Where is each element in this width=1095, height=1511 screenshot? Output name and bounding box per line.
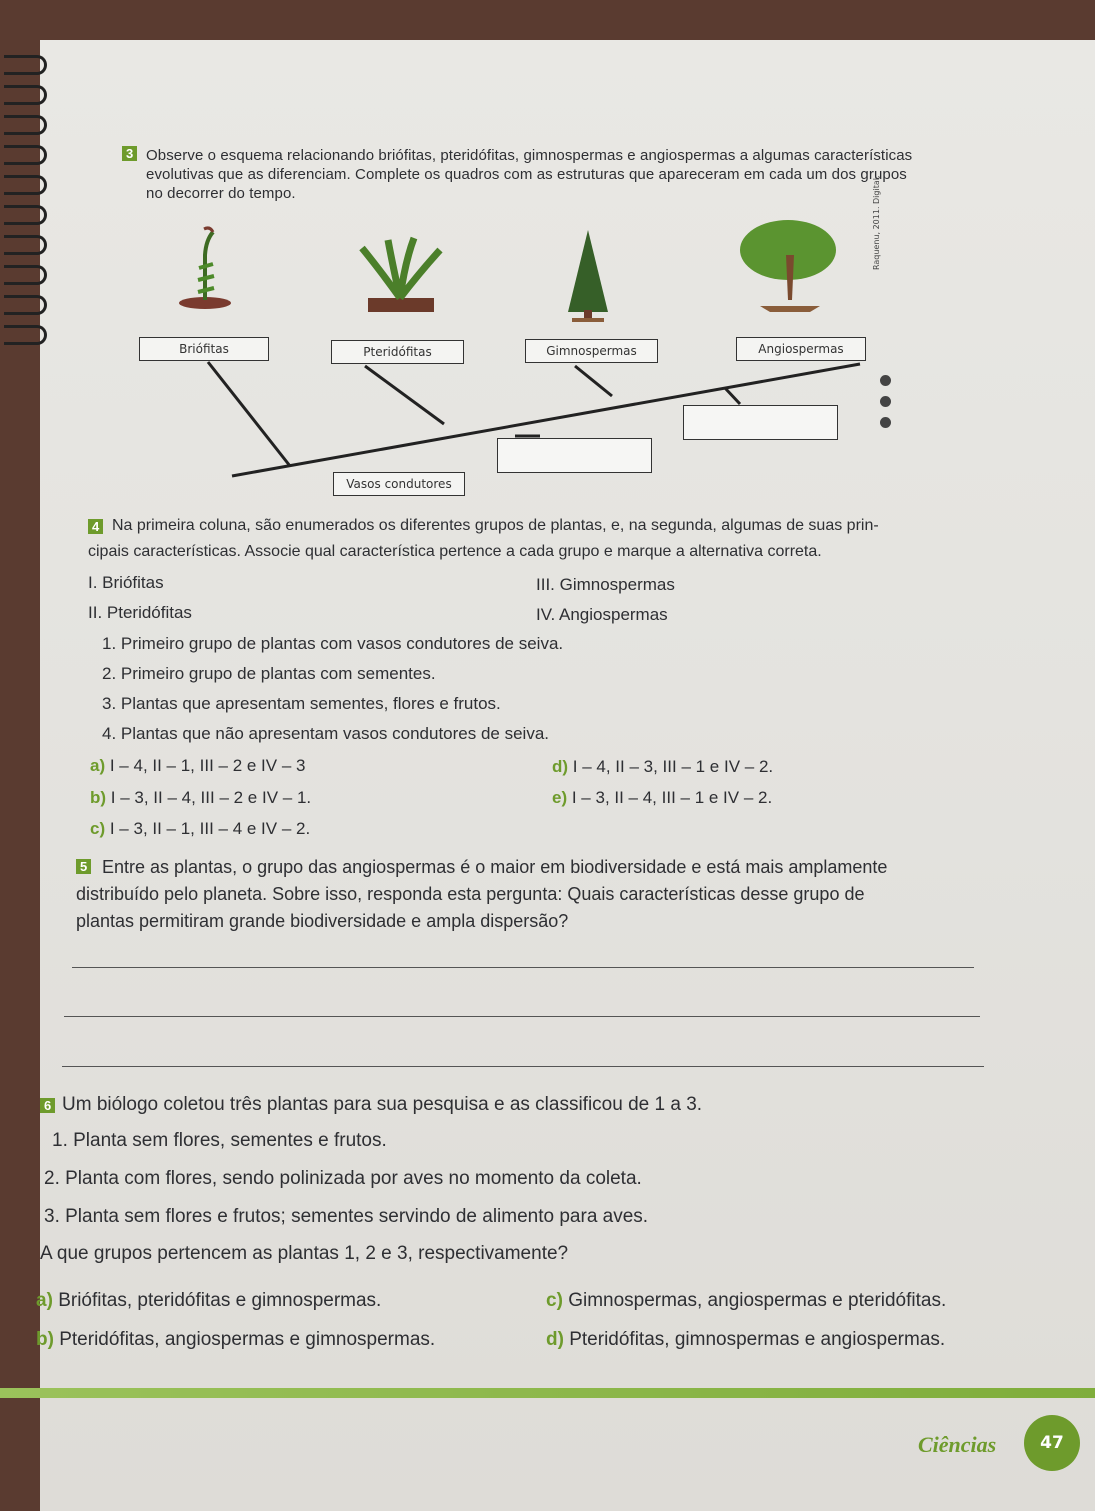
q4-option-d[interactable] (552, 757, 773, 777)
q4-statement-line2: cipais características. Associe qual característica pertence a cada grupo e marque a alternativa correta. (88, 543, 822, 560)
q4-group-4: IV. Angiospermas (536, 605, 668, 624)
q4-number-badge: 4 (88, 519, 103, 534)
q4-option-c-text: I – 3, II – 1, III – 4 e IV – 2. (109, 819, 311, 838)
q6-option-b-letter: b) (36, 1329, 54, 1350)
q5-answer-line-2[interactable] (64, 1016, 980, 1017)
q6-option-c[interactable] (546, 1290, 946, 1312)
q4-option-a[interactable] (90, 756, 305, 776)
q4-option-c[interactable] (90, 819, 310, 839)
label-pteridofitas: Pteridófitas (331, 340, 464, 364)
footer-band (0, 1388, 1095, 1398)
q4-group-3: III. Gimnospermas (536, 575, 675, 594)
q6-option-a[interactable] (36, 1290, 381, 1312)
q6-option-c-text: Gimnospermas, angiospermas e pteridófitas. (568, 1290, 947, 1311)
q3-number-badge: 3 (122, 146, 137, 161)
q6-option-a-letter: a) (36, 1290, 53, 1311)
q4-statement-line1: Na primeira coluna, são enumerados os diferentes grupos de plantas, e, na segunda, algumas de suas prin- (112, 517, 879, 534)
q5-statement-line3: plantas permitiram grande biodiversidade e ampla dispersão? (76, 911, 569, 931)
q6-option-d-text: Pteridófitas, gimnospermas e angiospermas. (569, 1329, 946, 1350)
q6-option-b-text: Pteridófitas, angiospermas e gimnospermas. (59, 1329, 436, 1350)
q5-statement-line1: Entre as plantas, o grupo das angiospermas é o maior em biodiversidade e está mais amplamente (102, 857, 888, 877)
q4-option-a-letter: a) (90, 756, 106, 775)
q6-option-b[interactable] (36, 1329, 435, 1351)
q5-statement-line2: distribuído pelo planeta. Sobre isso, responda esta pergunta: Quais características desse grupo de (76, 884, 865, 904)
label-angiospermas: Angiospermas (736, 337, 866, 361)
label-gimnospermas: Gimnospermas (525, 339, 658, 363)
q4-group-1: I. Briófitas (88, 573, 164, 592)
q4-feature-1: 1. Primeiro grupo de plantas com vasos condutores de seiva. (102, 634, 564, 653)
q5-answer-line-1[interactable] (72, 967, 974, 968)
q3-statement: Observe o esquema relacionando briófitas, pteridófitas, gimnospermas e angiospermas a algumas características evolutivas que as diferenciam. Complete os quadros com as estruturas que apareceram em cada um dos grupos no decorrer do tempo. (146, 147, 913, 202)
q4-option-b[interactable] (90, 788, 311, 808)
label-vasos-condutores: Vasos condutores (333, 472, 465, 496)
q6-item-2: 2. Planta com flores, sendo polinizada por aves no momento da coleta. (44, 1168, 642, 1189)
label-briofitas: Briófitas (139, 337, 269, 361)
footer-subject: Ciências (918, 1432, 997, 1457)
q4-feature-4: 4. Plantas que não apresentam vasos condutores de seiva. (102, 724, 550, 743)
q6-item-3: 3. Planta sem flores e frutos; sementes servindo de alimento para aves. (44, 1206, 649, 1227)
q4-feature-3: 3. Plantas que apresentam sementes, flores e frutos. (102, 694, 501, 713)
q4-option-c-letter: c) (90, 819, 106, 838)
q4-option-d-text: I – 4, II – 3, III – 1 e IV – 2. (572, 757, 774, 776)
q5-number-badge: 5 (76, 859, 91, 874)
copyright-icons (880, 375, 892, 428)
q4-option-d-letter: d) (552, 757, 569, 776)
q4-group-2: II. Pteridófitas (88, 603, 192, 622)
answer-box-seeds[interactable] (497, 438, 652, 473)
answer-box-flowers[interactable] (683, 405, 838, 440)
q6-option-d[interactable] (546, 1329, 945, 1351)
q5-answer-line-3[interactable] (62, 1066, 984, 1067)
q4-option-e-letter: e) (552, 788, 568, 807)
q4-option-e-text: I – 3, II – 4, III – 1 e IV – 2. (571, 788, 773, 807)
q4-option-b-text: I – 3, II – 4, III – 2 e IV – 1. (110, 788, 312, 807)
q4-feature-2: 2. Primeiro grupo de plantas com sementes. (102, 664, 436, 683)
q4-option-e[interactable] (552, 788, 772, 808)
q6-option-a-text: Briófitas, pteridófitas e gimnospermas. (58, 1290, 382, 1311)
page-number: 47 (1024, 1415, 1080, 1471)
q4-option-a-text: I – 4, II – 1, III – 2 e IV – 3 (109, 756, 306, 775)
q6-option-c-letter: c) (546, 1290, 563, 1311)
image-credit: Raquenu, 2011. Digital. (872, 175, 881, 270)
q6-number-badge: 6 (40, 1098, 55, 1113)
spiral-binding (0, 55, 50, 355)
q4-option-b-letter: b) (90, 788, 107, 807)
q6-item-1: 1. Planta sem flores, sementes e frutos. (52, 1130, 387, 1151)
q6-option-d-letter: d) (546, 1329, 564, 1350)
q6-question: A que grupos pertencem as plantas 1, 2 e 3, respectivamente? (40, 1243, 569, 1264)
q6-statement: Um biólogo coletou três plantas para sua pesquisa e as classificou de 1 a 3. (62, 1094, 703, 1115)
